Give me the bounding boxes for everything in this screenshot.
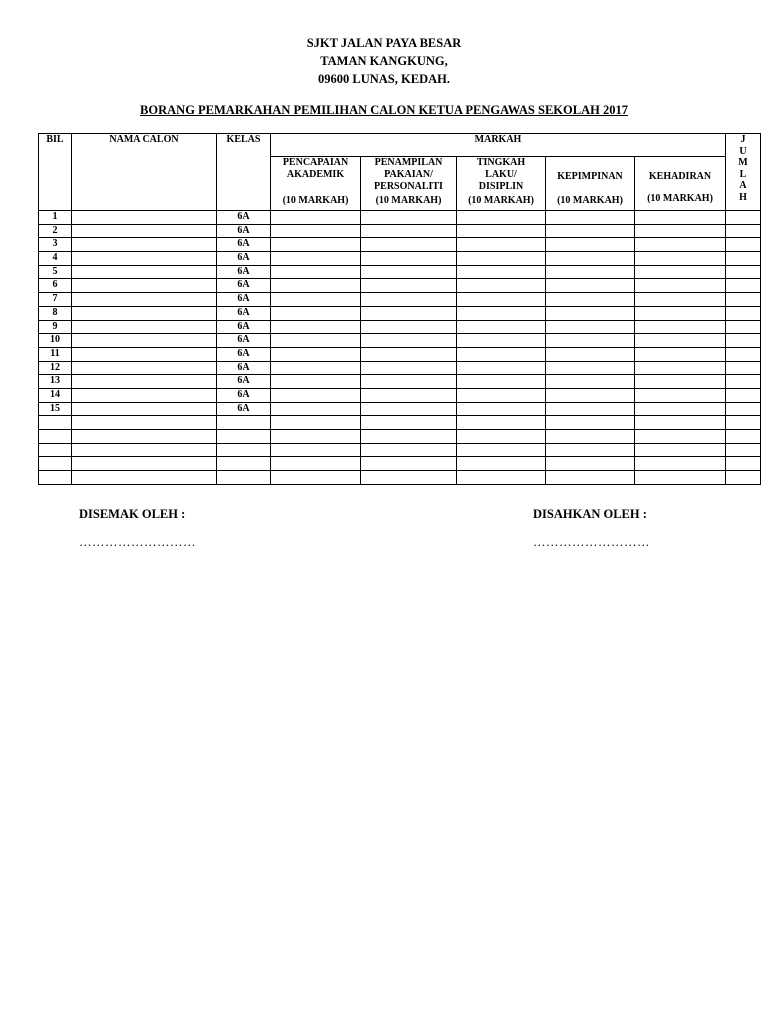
penampilan-cell[interactable] [361,279,457,293]
pencapaian-cell[interactable] [271,471,361,485]
kelas-cell: 6A [217,265,271,279]
approved-by-signature-line[interactable]: ……………………… [533,535,650,549]
kepimpinan-cell[interactable] [546,293,635,307]
kehadiran-cell[interactable] [635,347,726,361]
kepimpinan-cell[interactable] [546,402,635,416]
kelas-cell: 6A [217,279,271,293]
bil-cell: 7 [39,293,72,307]
pencapaian-cell[interactable] [271,347,361,361]
criterion-label: LAKU/ [485,169,517,180]
form-title-text: BORANG PEMARKAHAN PEMILIHAN CALON KETUA PENGAWAS SEKOLAH 2017 [140,103,628,117]
jumlah-letter: A [739,180,747,191]
tingkah-laku-cell[interactable] [457,293,546,307]
jumlah-letter: J [740,134,746,145]
jumlah-letter: L [739,168,747,180]
bil-cell [39,430,72,444]
criterion-label: AKADEMIK [286,169,345,180]
jumlah-letter: U [739,145,747,157]
kehadiran-cell[interactable] [635,443,726,457]
pencapaian-cell[interactable] [271,430,361,444]
criterion-marks: (10 MARKAH) [647,193,713,204]
bil-cell [39,471,72,485]
bil-cell: 12 [39,361,72,375]
header-kepimpinan [546,157,635,211]
school-name: SJKT JALAN PAYA BESAR [306,36,462,50]
table-row [39,416,761,430]
jumlah-cell[interactable] [726,457,761,471]
marks-table [38,133,761,485]
jumlah-letter: M [738,157,748,168]
kehadiran-cell[interactable] [635,388,726,402]
jumlah-cell[interactable] [726,388,761,402]
pencapaian-cell[interactable] [271,252,361,266]
pencapaian-cell[interactable] [271,402,361,416]
nama-calon-cell[interactable] [72,361,217,375]
checked-by-label: DISEMAK OLEH : [79,507,186,521]
pencapaian-cell[interactable] [271,211,361,225]
nama-calon-cell[interactable] [72,388,217,402]
bil-cell: 4 [39,252,72,266]
criterion-label: TINGKAH [476,157,526,168]
criterion-label: PERSONALITI [374,181,443,192]
pencapaian-cell[interactable] [271,375,361,389]
header-kehadiran [635,157,726,211]
header-pencapaian-akademik [271,157,361,211]
header-bil: BIL [39,134,72,211]
pencapaian-cell[interactable] [271,388,361,402]
pencapaian-cell[interactable] [271,457,361,471]
jumlah-cell[interactable] [726,252,761,266]
approved-by-label: DISAHKAN OLEH : [533,507,647,521]
criterion-label: PAKAIAN/ [384,169,433,180]
jumlah-cell[interactable] [726,320,761,334]
pencapaian-cell[interactable] [271,334,361,348]
jumlah-cell[interactable] [726,211,761,225]
penampilan-cell[interactable] [361,443,457,457]
tingkah-laku-cell[interactable] [457,430,546,444]
nama-calon-cell[interactable] [72,416,217,430]
pencapaian-cell[interactable] [271,279,361,293]
kehadiran-cell[interactable] [635,471,726,485]
kelas-cell: 6A [217,388,271,402]
tingkah-laku-cell[interactable] [457,320,546,334]
kelas-cell [217,457,271,471]
penampilan-cell[interactable] [361,238,457,252]
jumlah-cell[interactable] [726,293,761,307]
kehadiran-cell[interactable] [635,252,726,266]
criterion-label: DISIPLIN [478,181,524,192]
kelas-cell [217,443,271,457]
bil-cell: 9 [39,320,72,334]
kelas-cell: 6A [217,306,271,320]
tingkah-laku-cell[interactable] [457,238,546,252]
table-row [39,265,761,279]
jumlah-letter: H [739,191,747,203]
jumlah-cell[interactable] [726,334,761,348]
penampilan-cell[interactable] [361,471,457,485]
nama-calon-cell[interactable] [72,430,217,444]
table-row [39,293,761,307]
table-row [39,306,761,320]
penampilan-cell[interactable] [361,457,457,471]
kepimpinan-cell[interactable] [546,279,635,293]
tingkah-laku-cell[interactable] [457,334,546,348]
school-header [0,34,768,88]
school-address-line: TAMAN KANGKUNG, [320,54,448,68]
bil-cell: 13 [39,375,72,389]
pencapaian-cell[interactable] [271,320,361,334]
header-tingkah-laku [457,157,546,211]
bil-cell [39,416,72,430]
kehadiran-cell[interactable] [635,238,726,252]
table-row [39,375,761,389]
penampilan-cell[interactable] [361,224,457,238]
bil-cell: 6 [39,279,72,293]
kehadiran-cell[interactable] [635,457,726,471]
checked-by-signature-line[interactable]: ……………………… [79,535,196,549]
table-row [39,430,761,444]
tingkah-laku-cell[interactable] [457,457,546,471]
penampilan-cell[interactable] [361,375,457,389]
kepimpinan-cell[interactable] [546,238,635,252]
tingkah-laku-cell[interactable] [457,416,546,430]
nama-calon-cell[interactable] [72,224,217,238]
kepimpinan-cell[interactable] [546,334,635,348]
penampilan-cell[interactable] [361,334,457,348]
header-nama-calon: NAMA CALON [72,134,217,211]
kepimpinan-cell[interactable] [546,265,635,279]
kepimpinan-cell[interactable] [546,471,635,485]
penampilan-cell[interactable] [361,361,457,375]
tingkah-laku-cell[interactable] [457,347,546,361]
bil-cell: 14 [39,388,72,402]
header-markah: MARKAH [271,134,726,157]
nama-calon-cell[interactable] [72,347,217,361]
penampilan-cell[interactable] [361,416,457,430]
kelas-cell: 6A [217,238,271,252]
table-row [39,252,761,266]
pencapaian-cell[interactable] [271,416,361,430]
jumlah-cell[interactable] [726,265,761,279]
kelas-cell [217,416,271,430]
kelas-cell: 6A [217,211,271,225]
penampilan-cell[interactable] [361,388,457,402]
school-postcode-line: 09600 LUNAS, KEDAH. [318,72,450,86]
pencapaian-cell[interactable] [271,265,361,279]
kepimpinan-cell[interactable] [546,347,635,361]
kehadiran-cell[interactable] [635,402,726,416]
pencapaian-cell[interactable] [271,443,361,457]
penampilan-cell[interactable] [361,347,457,361]
penampilan-cell[interactable] [361,320,457,334]
table-row [39,457,761,471]
table-row [39,361,761,375]
penampilan-cell[interactable] [361,265,457,279]
bil-cell: 1 [39,211,72,225]
criterion-label: KEHADIRAN [648,171,712,182]
kehadiran-cell[interactable] [635,375,726,389]
penampilan-cell[interactable] [361,430,457,444]
bil-cell: 11 [39,347,72,361]
jumlah-cell[interactable] [726,238,761,252]
jumlah-cell[interactable] [726,361,761,375]
kelas-cell: 6A [217,293,271,307]
kepimpinan-cell[interactable] [546,306,635,320]
kehadiran-cell[interactable] [635,334,726,348]
criterion-marks: (10 MARKAH) [468,195,534,206]
tingkah-laku-cell[interactable] [457,402,546,416]
kepimpinan-cell[interactable] [546,252,635,266]
table-row [39,320,761,334]
kelas-cell: 6A [217,224,271,238]
form-title [0,103,768,118]
tingkah-laku-cell[interactable] [457,361,546,375]
nama-calon-cell[interactable] [72,443,217,457]
kepimpinan-cell[interactable] [546,416,635,430]
kepimpinan-cell[interactable] [546,211,635,225]
header-penampilan [361,157,457,211]
nama-calon-cell[interactable] [72,334,217,348]
penampilan-cell[interactable] [361,293,457,307]
jumlah-cell[interactable] [726,402,761,416]
pencapaian-cell[interactable] [271,361,361,375]
tingkah-laku-cell[interactable] [457,471,546,485]
table-row [39,334,761,348]
nama-calon-cell[interactable] [72,471,217,485]
nama-calon-cell[interactable] [72,320,217,334]
bil-cell: 3 [39,238,72,252]
jumlah-cell[interactable] [726,471,761,485]
jumlah-cell[interactable] [726,279,761,293]
tingkah-laku-cell[interactable] [457,443,546,457]
jumlah-cell[interactable] [726,306,761,320]
kehadiran-cell[interactable] [635,361,726,375]
pencapaian-cell[interactable] [271,293,361,307]
bil-cell: 8 [39,306,72,320]
tingkah-laku-cell[interactable] [457,224,546,238]
kelas-cell: 6A [217,320,271,334]
table-row [39,471,761,485]
penampilan-cell[interactable] [361,306,457,320]
kepimpinan-cell[interactable] [546,443,635,457]
pencapaian-cell[interactable] [271,224,361,238]
tingkah-laku-cell[interactable] [457,252,546,266]
kepimpinan-cell[interactable] [546,361,635,375]
tingkah-laku-cell[interactable] [457,265,546,279]
table-row [39,238,761,252]
kepimpinan-cell[interactable] [546,375,635,389]
nama-calon-cell[interactable] [72,402,217,416]
penampilan-cell[interactable] [361,402,457,416]
penampilan-cell[interactable] [361,252,457,266]
kelas-cell: 6A [217,375,271,389]
kelas-cell: 6A [217,347,271,361]
table-row [39,224,761,238]
tingkah-laku-cell[interactable] [457,388,546,402]
tingkah-laku-cell[interactable] [457,375,546,389]
nama-calon-cell[interactable] [72,265,217,279]
nama-calon-cell[interactable] [72,293,217,307]
table-row [39,388,761,402]
nama-calon-cell[interactable] [72,375,217,389]
tingkah-laku-cell[interactable] [457,279,546,293]
criterion-label: PENCAPAIAN [282,157,349,168]
tingkah-laku-cell[interactable] [457,211,546,225]
nama-calon-cell[interactable] [72,238,217,252]
criterion-marks: (10 MARKAH) [557,195,623,206]
jumlah-cell[interactable] [726,347,761,361]
kepimpinan-cell[interactable] [546,224,635,238]
table-row [39,279,761,293]
jumlah-cell[interactable] [726,443,761,457]
kehadiran-cell[interactable] [635,293,726,307]
kepimpinan-cell[interactable] [546,457,635,471]
table-row [39,347,761,361]
bil-cell: 15 [39,402,72,416]
tingkah-laku-cell[interactable] [457,306,546,320]
kehadiran-cell[interactable] [635,224,726,238]
penampilan-cell[interactable] [361,211,457,225]
bil-cell [39,443,72,457]
kehadiran-cell[interactable] [635,265,726,279]
kehadiran-cell[interactable] [635,430,726,444]
nama-calon-cell[interactable] [72,279,217,293]
criterion-marks: (10 MARKAH) [282,195,349,206]
kepimpinan-cell[interactable] [546,320,635,334]
bil-cell [39,457,72,471]
kelas-cell: 6A [217,252,271,266]
jumlah-cell[interactable] [726,375,761,389]
jumlah-cell[interactable] [726,430,761,444]
kelas-cell [217,430,271,444]
table-row [39,211,761,225]
jumlah-cell[interactable] [726,224,761,238]
table-row [39,443,761,457]
kehadiran-cell[interactable] [635,416,726,430]
nama-calon-cell[interactable] [72,306,217,320]
criterion-label: PENAMPILAN [374,157,443,168]
kelas-cell [217,471,271,485]
nama-calon-cell[interactable] [72,457,217,471]
bil-cell: 5 [39,265,72,279]
bil-cell: 2 [39,224,72,238]
kepimpinan-cell[interactable] [546,430,635,444]
criterion-marks: (10 MARKAH) [375,195,442,206]
nama-calon-cell[interactable] [72,252,217,266]
header-jumlah [726,134,761,211]
kelas-cell: 6A [217,361,271,375]
kelas-cell: 6A [217,402,271,416]
header-kelas: KELAS [217,134,271,211]
nama-calon-cell[interactable] [72,211,217,225]
kehadiran-cell[interactable] [635,306,726,320]
criterion-label: KEPIMPINAN [557,171,623,182]
table-row [39,402,761,416]
kelas-cell: 6A [217,334,271,348]
kehadiran-cell[interactable] [635,320,726,334]
jumlah-cell[interactable] [726,416,761,430]
kehadiran-cell[interactable] [635,211,726,225]
kepimpinan-cell[interactable] [546,388,635,402]
pencapaian-cell[interactable] [271,238,361,252]
bil-cell: 10 [39,334,72,348]
pencapaian-cell[interactable] [271,306,361,320]
kehadiran-cell[interactable] [635,279,726,293]
